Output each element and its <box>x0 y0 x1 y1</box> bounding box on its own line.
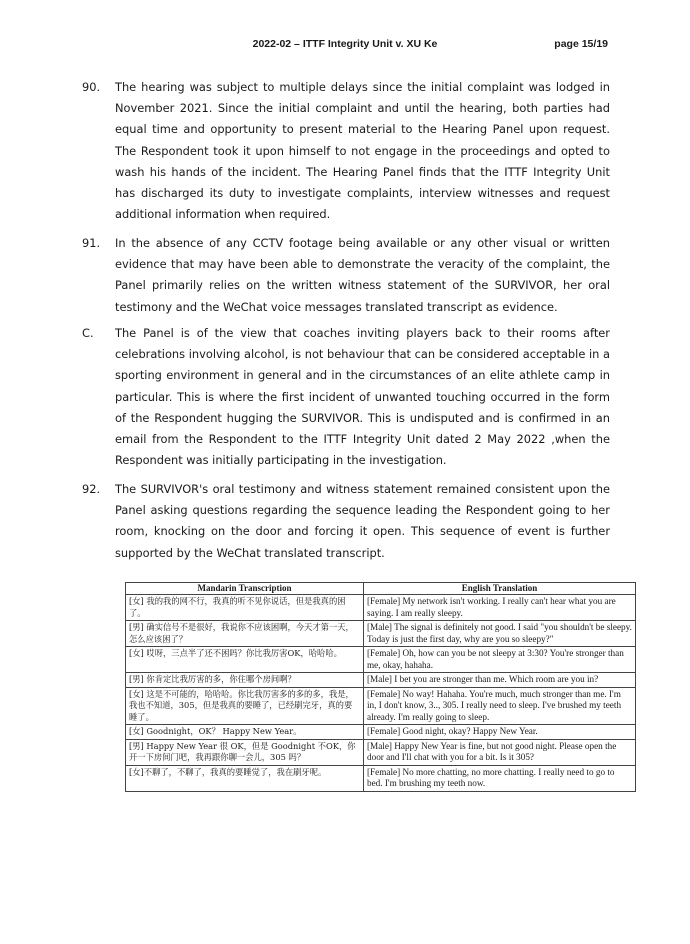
page-header <box>0 38 690 54</box>
english-cell: [Male] Happy New Year is fine, but not good night. Please open the door and I'll chat with you for a bit. Is it 305? <box>364 739 636 765</box>
paragraph-90 <box>82 77 610 225</box>
transcript-table <box>125 582 636 792</box>
english-cell: [Male] I bet you are stronger than me. Which room are you in? <box>364 673 636 688</box>
paragraph-number: 91. <box>82 236 101 250</box>
page-number: page 15/19 <box>554 38 608 50</box>
paragraph-c <box>82 323 610 471</box>
paragraph-91 <box>82 233 610 318</box>
table-row <box>126 725 636 740</box>
paragraph-number: 92. <box>82 482 101 496</box>
mandarin-cell: [女] 这是不可能的，哈哈哈。你比我厉害多的多的多，我是，我也不知道，305，但是我真的要睡了，已经刷完牙，真的要睡了。 <box>126 687 364 725</box>
mandarin-cell: [男] Happy New Year 很 OK，但是 Goodnight 不OK，你开一下房间门吧，我再跟你聊一会儿，305 吗？ <box>126 739 364 765</box>
table-row <box>126 673 636 688</box>
column-header-mandarin: Mandarin Transcription <box>126 583 364 595</box>
table-row <box>126 595 636 621</box>
mandarin-cell: [女] Goodnight，OK？ Happy New Year。 <box>126 725 364 740</box>
english-cell: [Female] No more chatting, no more chatting. I really need to go to bed. I'm brushing my teeth now. <box>364 765 636 791</box>
mandarin-cell: [女]不聊了，不聊了，我真的要睡觉了，我在刷牙呢。 <box>126 765 364 791</box>
paragraph-text: The hearing was subject to multiple delays since the initial complaint was lodged in November 2021. Since the initial complaint and until the hearing, both parties had equal time and opportunity to present material to the Hearing Panel upon request. The Respondent took it upon himself to not engage in the proceedings and opted to wash his hands of the incident. The Hearing Panel finds that the ITTF Integrity Unit has discharged its duty to investigate complaints, interview witnesses and request additional information when required. <box>115 80 610 222</box>
table-row <box>126 621 636 647</box>
case-title: 2022-02 – ITTF Integrity Unit v. XU Ke <box>252 38 438 50</box>
table-row <box>126 687 636 725</box>
english-cell: [Female] No way! Hahaha. You're much, much stronger than me. I'm in, I don't know, 3.., 305. I really need to sleep. I've brushed my teeth already. I'm really going to sleep. <box>364 687 636 725</box>
english-cell: [Female] Oh, how can you be not sleepy at 3:30? You're stronger than me, okay, hahaha. <box>364 647 636 673</box>
table-row <box>126 765 636 791</box>
english-cell: [Female] My network isn't working. I really can't hear what you are saying. I am really sleepy. <box>364 595 636 621</box>
mandarin-cell: [男] 你肯定比我厉害的多，你住哪个房间啊？ <box>126 673 364 688</box>
paragraph-text: The Panel is of the view that coaches inviting players back to their rooms after celebrations involving alcohol, is not behaviour that can be considered acceptable in a sporting environment in general and in the circumstances of an elite athlete camp in particular. This is where the first incident of unwanted touching occurred in the form of the Respondent hugging the SURVIVOR. This is undisputed and is confirmed in an email from the Respondent to the ITTF Integrity Unit dated 2 May 2022 ,when the Respondent was initially participating in the investigation. <box>115 326 610 468</box>
english-cell: [Male] The signal is definitely not good. I said "you shouldn't be sleepy. Today is just the first day, why are you so sleepy?" <box>364 621 636 647</box>
mandarin-cell: [男] 确实信号不是很好，我说你不应该困啊，今天才第一天，怎么应该困了？ <box>126 621 364 647</box>
table-header-row <box>126 583 636 595</box>
mandarin-cell: [女] 我的我的网不行，我真的听不见你说话，但是我真的困了。 <box>126 595 364 621</box>
paragraph-text: In the absence of any CCTV footage being available or any other visual or written evidence that may have been able to demonstrate the veracity of the complaint, the Panel primarily relies on the written witness statement of the SURVIVOR, her oral testimony and the WeChat voice messages translated transcript as evidence. <box>115 236 610 314</box>
table-row <box>126 647 636 673</box>
table-row <box>126 739 636 765</box>
english-cell: [Female] Good night, okay? Happy New Year. <box>364 725 636 740</box>
paragraph-text: The SURVIVOR's oral testimony and witness statement remained consistent upon the Panel asking questions regarding the sequence leading the Respondent going to her room, knocking on the door and forcing it open. This sequence of event is further supported by the WeChat translated transcript. <box>115 482 610 560</box>
mandarin-cell: [女] 哎呀，三点半了还不困吗？你比我厉害OK，哈哈哈。 <box>126 647 364 673</box>
paragraph-number: 90. <box>82 80 101 94</box>
column-header-english: English Translation <box>364 583 636 595</box>
paragraph-92 <box>82 479 610 564</box>
paragraph-number: C. <box>82 326 94 340</box>
